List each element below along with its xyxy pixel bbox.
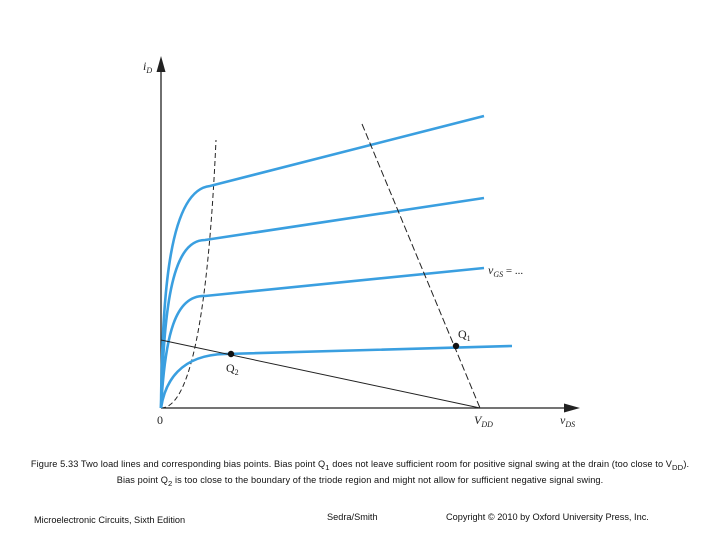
caption-mid2: ). Bias point Q — [116, 459, 690, 485]
axis-x-label: $v_{DS}$ — [560, 413, 576, 429]
vdd-label: $V_{DD}$ — [474, 413, 493, 429]
triode-boundary-curve — [161, 140, 216, 408]
footer-copyright: Copyright © 2010 by Oxford University Press, Inc. — [446, 512, 649, 522]
load-line-steep — [362, 124, 480, 408]
caption-suffix: is too close to the boundary of the triode region and might not allow for sufficient negative signal swing. — [172, 474, 604, 485]
caption-mid1: does not leave sufficient room for positive signal swing at the drain (too close to V — [329, 459, 673, 469]
q1-label: $Q_1$ — [458, 327, 471, 343]
footer-book-title: Microelectronic Circuits, Sixth Edition — [34, 515, 186, 525]
origin-label: 0 — [157, 413, 163, 427]
footer-authors: Sedra/Smith — [327, 512, 378, 522]
q2-label: $Q_2$ — [226, 361, 239, 377]
characteristic-curve-2 — [161, 268, 484, 408]
bias-point-q1 — [453, 343, 459, 349]
caption-sub-q1: 1 — [325, 462, 330, 472]
axis-y-label: $i_D$ — [143, 59, 153, 75]
caption-prefix: Figure 5.33 Two load lines and corresponding bias points. Bias point Q — [30, 459, 326, 469]
caption-sub-vdd: DD — [672, 462, 684, 472]
y-axis-arrow — [157, 56, 166, 72]
characteristic-curve-3 — [161, 198, 484, 408]
figure-caption — [30, 458, 690, 490]
vgs-label: $v_{GS}$ = ... — [488, 263, 524, 279]
bias-point-q2 — [228, 351, 234, 357]
x-axis-arrow — [564, 404, 580, 413]
characteristic-curve-4 — [161, 116, 484, 408]
caption-sub-q2: 2 — [167, 478, 173, 488]
